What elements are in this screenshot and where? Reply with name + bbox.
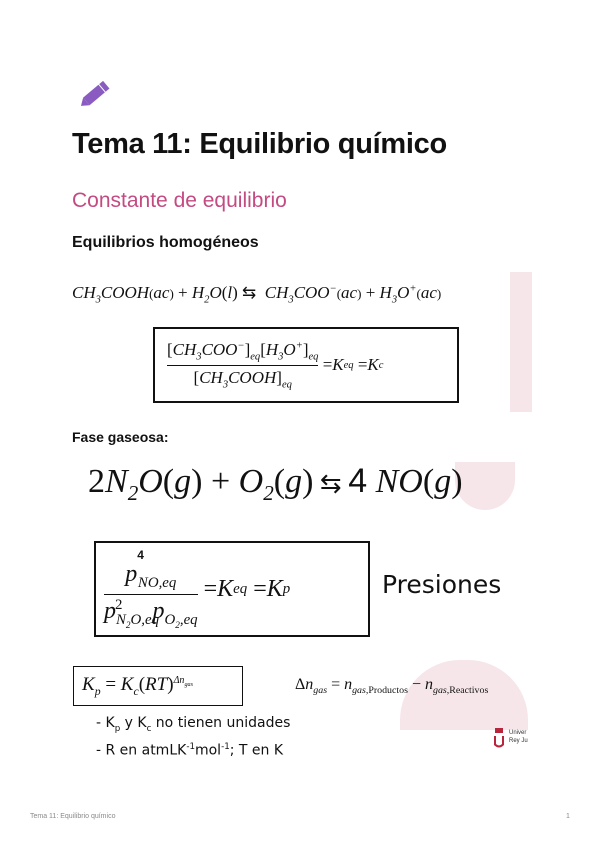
logo-text: Univer Rey Ju (509, 730, 528, 744)
subsection-heading: Equilibrios homogéneos (72, 234, 259, 251)
notes-list (96, 714, 290, 759)
page-title: Tema 11: Equilibrio químico (72, 128, 447, 160)
footer-title: Tema 11: Equilibrio químico (30, 813, 116, 820)
page-number: 1 (566, 813, 570, 820)
note-item: - $K_p$ y $K_c$ no tienen unidades (96, 715, 291, 734)
section-heading: Constante de equilibrio (72, 189, 287, 212)
delta-n-equation: $\Delta n_{gas} = n_{gas,Productos} - n_{gas,Reactivos}$ (295, 676, 489, 697)
pencil-icon (76, 78, 112, 112)
presiones-label: Presiones (382, 570, 502, 599)
note-item: - R en atmLK$^{-1}$mol$^{-1}$; T en K (96, 741, 284, 759)
university-logo-icon (492, 728, 532, 752)
kc-expression-box: $\frac{[CH_3COO^-]_{eq}[H_3O^+]_{eq}}{[CH_3COOH]_{eq}}$ = K eq = K c (153, 327, 459, 403)
reaction-equation-2: $2N_2O(g) + O_2(g)$ ⇆ 4 NO(g) (88, 462, 463, 505)
reaction-equation-1: $CH_3COOH(ac) + H_2O(l)$ ⇆ $CH_3COO^-(ac) + H_3O^+(ac)$ (72, 283, 442, 306)
gas-phase-label: Fase gaseosa: (72, 429, 169, 445)
kp-kc-relation-box: $K_p = K_c(RT)^{\Delta n_{gas}}$ (73, 666, 243, 706)
kp-expression-box: $\frac{p^4_{NO,eq}}{p_{N_2O,eq}^2 p_{O_2,eq}}$ = K eq = K p (94, 541, 370, 637)
